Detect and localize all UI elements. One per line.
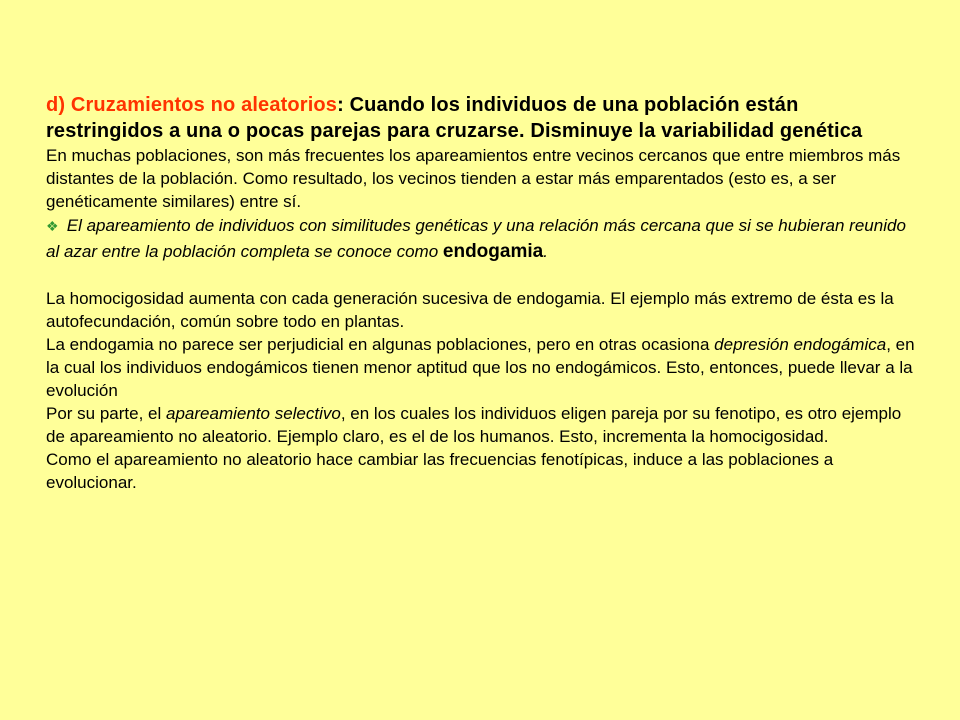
- bullet-text: El apareamiento de individuos con similitudes genéticas y una relación más cercana que si se hubieran reunido al azar entre la población completa se conoce como: [46, 216, 906, 261]
- paragraph3-before: La endogamia no parece ser perjudicial en algunas poblaciones, pero en otras ocasiona: [46, 335, 715, 354]
- section-heading: [46, 92, 918, 144]
- heading-lead: d) Cruzamientos no aleatorios: [46, 94, 338, 116]
- paragraph4-before: Por su parte, el: [46, 404, 167, 423]
- diamond-bullet-icon: ❖: [46, 218, 59, 234]
- paragraph3-term: depresión endogámica: [714, 335, 887, 354]
- bullet-term: endogamia: [442, 241, 544, 262]
- spacer: [46, 264, 918, 287]
- bullet-end: .: [543, 242, 548, 261]
- paragraph-homozygosity: La homocigosidad aumenta con cada generación sucesiva de endogamia. El ejemplo más extremo de ésta es la autofecundación, común sobre todo en plantas.: [46, 289, 894, 331]
- heading-body: Cuando los individuos de una población están restringidos a una o pocas parejas para cruzarse. Disminuye la variabilidad genética: [46, 94, 863, 142]
- paragraph3-after: , en la cual los individuos endogámicos tienen menor aptitud que los no endogámicos. Esto, entonces, puede llevar a la evolución: [46, 335, 915, 400]
- paragraph4-term: apareamiento selectivo: [166, 404, 341, 423]
- paragraph4-after: , en los cuales los individuos eligen pareja por su fenotipo, es otro ejemplo de apareamiento no aleatorio. Ejemplo claro, es el de los humanos. Esto, incrementa la homocigosidad.: [46, 404, 902, 446]
- paragraph-assortative-mating: [46, 402, 918, 448]
- paragraph-inbreeding-depression: [46, 333, 918, 402]
- paragraph-conclusion: Como el apareamiento no aleatorio hace cambiar las frecuencias fenotípicas, induce a las poblaciones a evolucionar.: [46, 450, 834, 492]
- bullet-endogamy-definition: [46, 213, 918, 264]
- paragraph-neighbors: En muchas poblaciones, son más frecuentes los apareamientos entre vecinos cercanos que entre miembros más distantes de la población. Como resultado, los vecinos tienden a estar más emparentados (esto es, a ser genéticamente similares) entre sí.: [46, 146, 901, 211]
- heading-separator: :: [337, 94, 350, 116]
- slide-content: [46, 92, 918, 494]
